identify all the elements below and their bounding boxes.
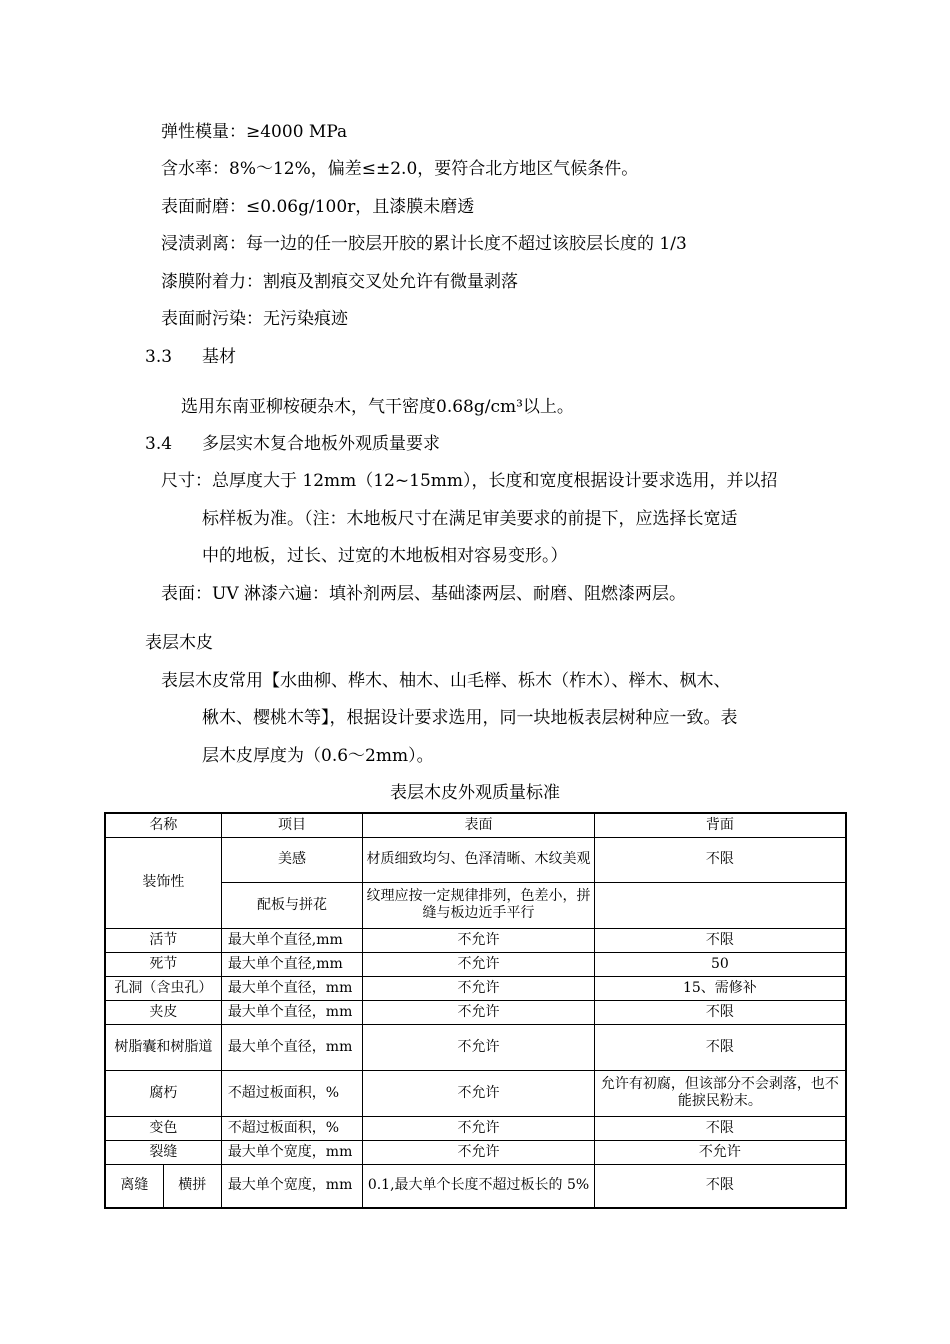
sub-name-cell: 横拼: [163, 1164, 221, 1208]
spec-elastic-modulus: 弹性模量：≥4000 MPa: [161, 122, 348, 142]
table-row: [105, 1116, 846, 1140]
face-cell: 不允许: [363, 1116, 595, 1140]
table-row: [105, 1024, 846, 1070]
veneer-heading: 表层木皮: [145, 633, 213, 653]
back-cell: 不限: [594, 1000, 846, 1024]
name-cell: 裂缝: [105, 1140, 221, 1164]
substrate-text: 选用东南亚柳桉硬杂木，气干密度0.68g/cm³以上。: [181, 397, 574, 417]
back-cell: 50: [594, 952, 846, 976]
section-3-3-title: 基材: [202, 347, 236, 367]
spec-adhesion: 漆膜附着力：割痕及割痕交叉处允许有微量剥落: [161, 272, 518, 292]
face-cell: 0.1,最大单个长度不超过板长的 5%: [363, 1164, 595, 1208]
section-3-4-title: 多层实木复合地板外观质量要求: [202, 434, 440, 454]
face-cell: 材质细致均匀、色泽清晰、木纹美观: [363, 837, 595, 882]
table-row: [105, 952, 846, 976]
item-cell: 最大单个直径，mm: [221, 1024, 362, 1070]
name-cell: 死节: [105, 952, 221, 976]
item-cell: 最大单个宽度，mm: [221, 1140, 362, 1164]
face-cell: 不允许: [363, 928, 595, 952]
item-cell: 最大单个宽度，mm: [221, 1164, 362, 1208]
table-row: [105, 837, 846, 882]
name-cell: 变色: [105, 1116, 221, 1140]
name-cell: 活节: [105, 928, 221, 952]
item-cell: 最大单个直径，mm: [221, 976, 362, 1000]
face-cell: 不允许: [363, 952, 595, 976]
header-name: 名称: [105, 813, 221, 837]
table-row: [105, 1140, 846, 1164]
section-3-3-number: 3.3: [145, 347, 173, 367]
spec-stain: 表面耐污染：无污染痕迹: [161, 309, 348, 329]
table-header-row: [105, 813, 846, 837]
table-row: [105, 928, 846, 952]
face-cell: 不允许: [363, 1070, 595, 1116]
face-cell: 不允许: [363, 1140, 595, 1164]
item-cell: 配板与拼花: [221, 882, 362, 928]
back-cell: [594, 882, 846, 928]
name-cell: 腐朽: [105, 1070, 221, 1116]
back-cell: 15、需修补: [594, 976, 846, 1000]
table-row: [105, 1164, 846, 1208]
face-cell: 不允许: [363, 1024, 595, 1070]
spec-abrasion: 表面耐磨：≤0.06g/100r，且漆膜未磨透: [161, 197, 475, 217]
back-cell: 允许有初腐，但该部分不会剥落，也不能捩民粉末。: [594, 1070, 846, 1116]
header-back: 背面: [594, 813, 846, 837]
table-row: [105, 976, 846, 1000]
name-cell: 夹皮: [105, 1000, 221, 1024]
veneer-line-3: 层木皮厚度为（0.6～2mm）。: [202, 746, 434, 766]
back-cell: 不限: [594, 837, 846, 882]
back-cell: 不限: [594, 928, 846, 952]
section-3-4-number: 3.4: [145, 434, 173, 454]
deco-group-cell: 装饰性: [105, 837, 221, 928]
face-cell: 纹理应按一定规律排列，色差小，拼缝与板边近手平行: [363, 882, 595, 928]
back-cell: 不允许: [594, 1140, 846, 1164]
size-line-3: 中的地板，过长、过宽的木地板相对容易变形。）: [202, 546, 568, 566]
back-cell: 不限: [594, 1116, 846, 1140]
name-cell: 孔洞（含虫孔）: [105, 976, 221, 1000]
header-item: 项目: [221, 813, 362, 837]
veneer-line-2: 楸木、樱桃木等】，根据设计要求选用，同一块地板表层树种应一致。表: [202, 708, 738, 728]
item-cell: 美感: [221, 837, 362, 882]
face-cell: 不允许: [363, 976, 595, 1000]
item-cell: 不超过板面积，%: [221, 1116, 362, 1140]
item-cell: 不超过板面积，%: [221, 1070, 362, 1116]
name-cell: 离缝: [105, 1164, 163, 1208]
back-cell: 不限: [594, 1164, 846, 1208]
item-cell: 最大单个直径,mm: [221, 928, 362, 952]
header-face: 表面: [363, 813, 595, 837]
item-cell: 最大单个直径，mm: [221, 1000, 362, 1024]
table-row: [105, 1000, 846, 1024]
table-row: [105, 1070, 846, 1116]
face-cell: 不允许: [363, 1000, 595, 1024]
item-cell: 最大单个直径,mm: [221, 952, 362, 976]
table-caption: 表层木皮外观质量标准: [390, 783, 560, 803]
name-cell: 树脂囊和树脂道: [105, 1024, 221, 1070]
size-line-2: 标样板为准。（注：木地板尺寸在满足审美要求的前提下，应选择长宽适: [202, 509, 738, 529]
back-cell: 不限: [594, 1024, 846, 1070]
veneer-quality-table: [104, 812, 847, 1209]
spec-peel: 浸渍剥离：每一边的任一胶层开胶的累计长度不超过该胶层长度的 1/3: [161, 234, 687, 254]
size-line-1: 尺寸：总厚度大于 12mm（12~15mm），长度和宽度根据设计要求选用，并以招: [161, 471, 778, 491]
surface-line: 表面：UV 淋漆六遍：填补剂两层、基础漆两层、耐磨、阻燃漆两层。: [161, 584, 687, 604]
veneer-line-1: 表层木皮常用【水曲柳、桦木、柚木、山毛榉、栎木（柞木）、榉木、枫木、: [161, 671, 731, 691]
spec-moisture: 含水率：8%～12%，偏差≤±2.0，要符合北方地区气候条件。: [161, 159, 639, 179]
